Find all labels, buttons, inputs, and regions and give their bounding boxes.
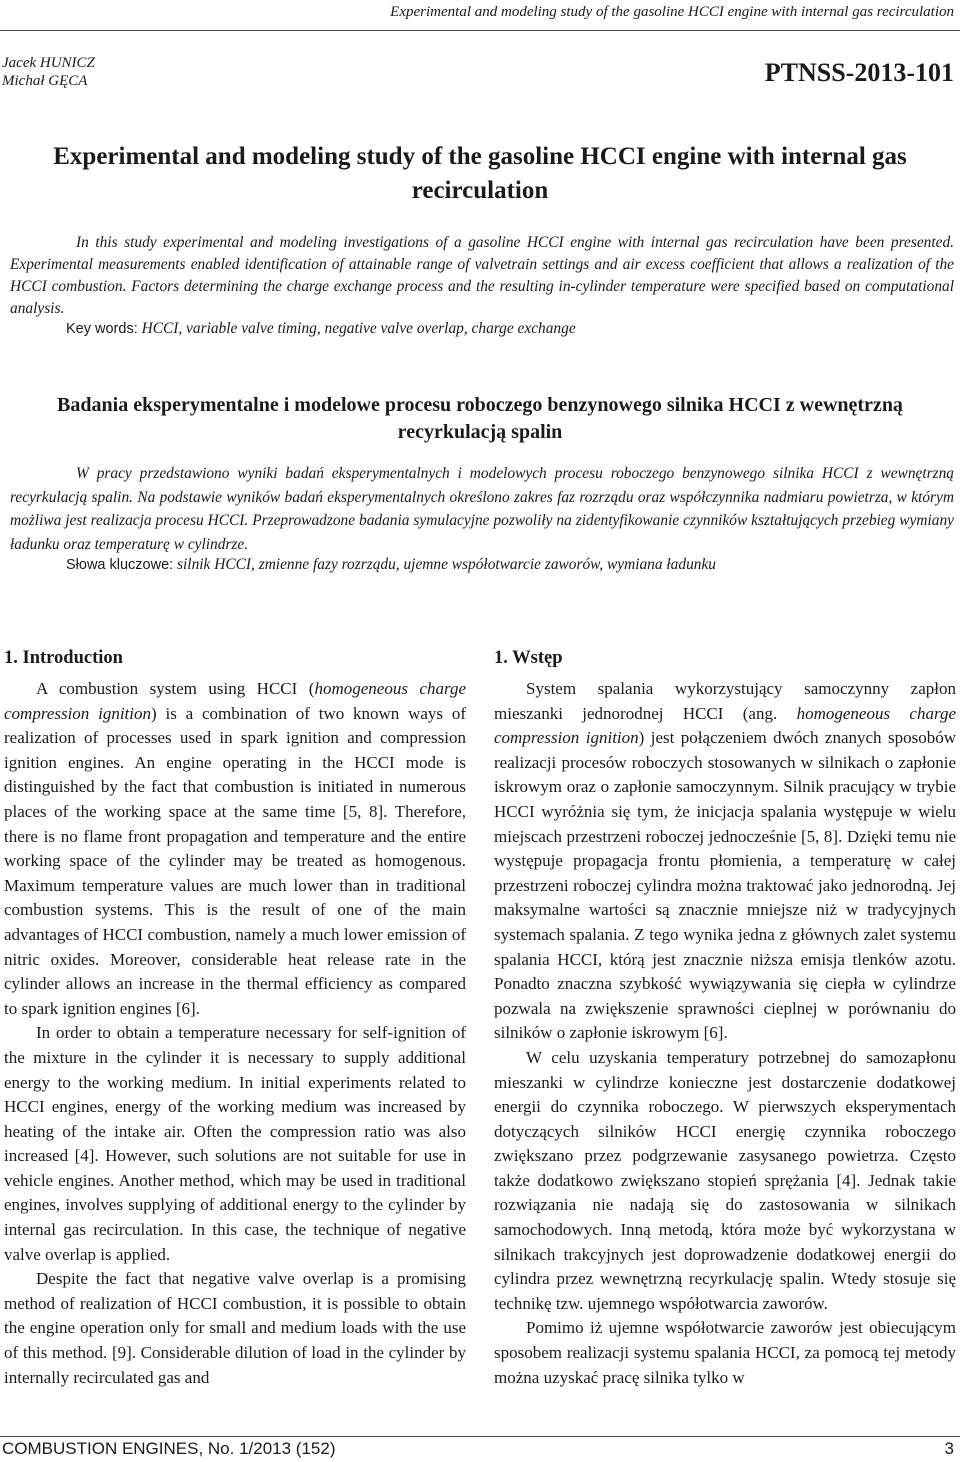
paragraph: A combustion system using HCCI (homogeneous charge compression ignition) is a combination of two known ways of realization of processes used in spark ignition and compression ignition engines. An engine operating in the HCCI mode is distinguished by the fact that combustion is initiated in numerous places of the working space at the same time [5, 8]. Therefore, there is no flame front propagation and temperature and the entire working space of the cylinder may be treated as homogenous. Maximum temperature values are much lower than in traditional combustion systems. This is the result of one of the main advantages of HCCI combustion, namely a much lower emission of nitric oxides. Moreover, considerable heat release rate in the cylinder allows an increase in the thermal efficiency as compared to spark ignition engines [6]. — [4, 679, 466, 1018]
footer-journal: COMBUSTION ENGINES, No. 1/2013 (152) — [2, 1439, 336, 1458]
paper-id: PTNSS-2013-101 — [764, 58, 954, 87]
paper-title-en: Experimental and modeling study of the gasoline HCCI engine with internal gas recirculation — [53, 143, 907, 204]
keywords-value: HCCI, variable valve timing, negative valve overlap, charge exchange — [141, 320, 576, 337]
keywords-pl-value: silnik HCCI, zmienne fazy rozrządu, ujemne współotwarcie zaworów, wymiana ładunku — [177, 556, 716, 573]
paragraph: System spalania wykorzystujący samoczynny zapłon mieszanki jednorodnej HCCI (ang. homogeneous charge compression ignition) jest połączeniem dwóch znanych sposobów realizacji procesów roboczych stosowanych w silnikach o zapłonie iskrowym oraz o zapłonie samoczynnym. Silnik pracujący w trybie HCCI wyróżnia się tym, że inicjacja spalania występuje w wielu miejscach przestrzeni roboczej jednocześnie [5, 8]. Dzięki temu nie występuje propagacja frontu płomienia, a temperaturę w całej przestrzeni roboczej cylindra można traktować jako jednorodną. Jej maksymalne wartości są znacznie mniejsze niż w tradycyjnych systemach spalania. Z tego wynika jedna z głównych zalet systemu spalania HCCI, którą jest znacznie niższa emisja tlenków azotu. Ponadto znaczna szybkość wywiązywania się ciepła w cylindrze pozwala na zwiększenie sprawności cieplnej w porównaniu do silników o zapłonie iskrowym [6]. — [494, 679, 957, 1043]
authors — [2, 54, 95, 90]
header-rule — [0, 30, 960, 31]
keywords-en — [66, 320, 576, 338]
page-number: 3 — [944, 1439, 954, 1458]
keywords-pl — [66, 556, 716, 574]
paper-title-pl: Badania eksperymentalne i modelowe procesu roboczego benzynowego silnika HCCI z wewnętrzną recyrkulacją spalin — [57, 394, 903, 443]
running-header: Experimental and modeling study of the gasoline HCCI engine with internal gas recirculation — [390, 4, 954, 20]
footer-rule — [0, 1436, 960, 1437]
column-english — [4, 645, 466, 1390]
abstract-en — [10, 232, 954, 320]
author-name: Michał GĘCA — [2, 73, 88, 89]
paragraph: Despite the fact that negative valve overlap is a promising method of realization of HCCI combustion, it is possible to obtain the engine operation only for small and medium loads with the use of this method. [9]. Considerable dilution of load in the cylinder by internally recirculated gas and — [4, 1269, 466, 1387]
author-name: Jacek HUNICZ — [2, 55, 95, 71]
section-heading-introduction: 1. Introduction — [4, 648, 123, 668]
paragraph: In order to obtain a temperature necessary for self-ignition of the mixture in the cylinder it is necessary to supply additional energy to the working medium. In initial experiments related to HCCI engines, energy of the working medium was increased by heating of the intake air. Often the compression ratio was also increased [4]. However, such solutions are not suitable for use in vehicle engines. Another method, which may be used in traditional engines, involves supplying of additional energy to the cylinder by internal gas recirculation. In this case, the technique of negative valve overlap is applied. — [4, 1023, 466, 1264]
column-polish — [494, 645, 956, 1390]
keywords-pl-label: Słowa kluczowe: — [66, 557, 174, 573]
keywords-label: Key words: — [66, 321, 138, 337]
section-heading-wstep: 1. Wstęp — [494, 648, 563, 668]
paragraph: Pomimo iż ujemne współotwarcie zaworów jest obiecującym sposobem realizacji systemu spalania HCCI, za pomocą tej metody można uzyskać pracę silnika tylko w — [494, 1318, 956, 1387]
abstract-pl-text: W pracy przedstawiono wyniki badań eksperymentalnych i modelowych procesu roboczego benzynowego silnika HCCI z wewnętrzną recyrkulacją spalin. Na podstawie wyników badań eksperymentalnych określono zakres faz rozrządu oraz współczynnika nadmiaru powietrza, w którym możliwa jest realizacja procesu HCCI. Przeprowadzone badania symulacyjne pozwoliły na zidentyfikowanie czynników kształtujących przebieg wymiany ładunku oraz temperaturę w cylindrze. — [10, 465, 954, 553]
paragraph: W celu uzyskania temperatury potrzebnej do samozapłonu mieszanki w cylindrze konieczne jest dostarczenie dodatkowej energii do czynnika roboczego. W pierwszych eksperymentach dotyczących silników HCCI energię czynnika roboczego zwiększano przez podgrzewanie zasysanego powietrza. Często także dodatkowo zwiększano stopień sprężania [4]. Jednak takie rozwiązania nie nadają się do zastosowania w silnikach samochodowych. Inną metodą, która może być wykorzystana w silnikach trakcyjnych jest doprowadzenie dodatkowej energii do cylindra przez wewnętrzną recyrkulację spalin. Wtedy stosuje się technikę tzw. ujemnego współotwarcia zaworów. — [494, 1047, 956, 1313]
abstract-en-text: In this study experimental and modeling investigations of a gasoline HCCI engine with internal gas recirculation have been presented. Experimental measurements enabled identification of attainable range of valvetrain settings and air excess coefficient that allows a realization of the HCCI combustion. Factors determining the charge exchange process and the resulting in-cylinder temperature were specified based on computational analysis. — [10, 234, 954, 317]
abstract-pl — [10, 462, 954, 556]
